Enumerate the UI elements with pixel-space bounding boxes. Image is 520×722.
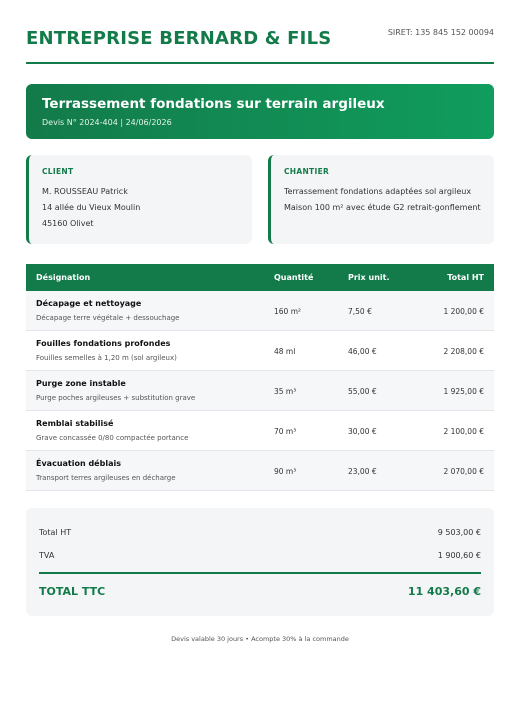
row-unit-price: 46,00 €: [348, 347, 377, 356]
site-line: Terrassement fondations adaptées sol argileux: [284, 187, 472, 196]
header-designation: Désignation: [36, 273, 91, 282]
table-row: [26, 331, 494, 371]
total-ttc-value: 11 403,60 €: [407, 585, 481, 598]
site-card-title: CHANTIER: [284, 167, 330, 176]
client-name: M. ROUSSEAU Patrick: [42, 187, 128, 196]
row-quantity: 48 ml: [274, 347, 296, 356]
document-header: [26, 26, 494, 66]
row-total: 1 200,00 €: [443, 307, 484, 316]
row-designation: Évacuation déblais: [36, 459, 121, 468]
row-designation: Purge zone instable: [36, 379, 126, 388]
totals-divider: [39, 572, 481, 574]
table-row: [26, 291, 494, 331]
table-row: [26, 451, 494, 491]
site-line: Maison 100 m² avec étude G2 retrait-gonflement: [284, 203, 481, 212]
tva-label: TVA: [39, 551, 55, 560]
site-card: [268, 155, 494, 244]
row-designation: Décapage et nettoyage: [36, 299, 142, 308]
row-designation: Remblai stabilisé: [36, 419, 114, 428]
header-quantite: Quantité: [274, 273, 314, 282]
row-description: Transport terres argileuses en décharge: [36, 474, 176, 482]
row-total: 1 925,00 €: [443, 387, 484, 396]
row-description: Purge poches argileuses + substitution grave: [36, 394, 196, 402]
row-quantity: 70 m³: [274, 427, 297, 436]
row-designation: Fouilles fondations profondes: [36, 339, 171, 348]
company-name: ENTREPRISE BERNARD & FILS: [26, 28, 332, 49]
table-header: [26, 264, 494, 291]
quote-number-date: Devis N° 2024-404 | 24/06/2026: [42, 118, 172, 127]
row-description: Fouilles semelles à 1,20 m (sol argileux): [36, 354, 177, 362]
header-total-ht: Total HT: [447, 273, 484, 282]
row-unit-price: 7,50 €: [348, 307, 372, 316]
client-card-title: CLIENT: [42, 167, 74, 176]
row-description: Décapage terre végétale + dessouchage: [36, 314, 180, 322]
client-address: 14 allée du Vieux Moulin: [42, 203, 141, 212]
row-unit-price: 30,00 €: [348, 427, 377, 436]
row-description: Grave concassée 0/80 compactée portance: [36, 434, 189, 442]
header-prix-unit: Prix unit.: [348, 273, 390, 282]
header-divider: [26, 62, 494, 64]
total-ht-value: 9 503,00 €: [437, 528, 481, 537]
row-unit-price: 23,00 €: [348, 467, 377, 476]
table-row: [26, 411, 494, 451]
row-unit-price: 55,00 €: [348, 387, 377, 396]
row-quantity: 160 m²: [274, 307, 302, 316]
client-city: 45160 Olivet: [42, 219, 94, 228]
quote-banner: [26, 84, 494, 139]
tva-value: 1 900,60 €: [437, 551, 481, 560]
totals-box: [26, 508, 494, 616]
row-total: 2 100,00 €: [443, 427, 484, 436]
row-total: 2 070,00 €: [443, 467, 484, 476]
table-body: [26, 291, 494, 491]
quote-title: Terrassement fondations sur terrain argileux: [42, 96, 385, 112]
row-quantity: 90 m³: [274, 467, 297, 476]
total-ttc-label: TOTAL TTC: [39, 585, 106, 598]
total-ht-label: Total HT: [39, 528, 72, 537]
row-total: 2 208,00 €: [443, 347, 484, 356]
row-quantity: 35 m³: [274, 387, 297, 396]
footer-note: Devis valable 30 jours • Acompte 30% à la commande: [171, 635, 349, 643]
siret-number: SIRET: 135 845 152 00094: [387, 28, 494, 37]
client-card: [26, 155, 252, 244]
quote-table: [26, 264, 494, 491]
table-row: [26, 371, 494, 411]
